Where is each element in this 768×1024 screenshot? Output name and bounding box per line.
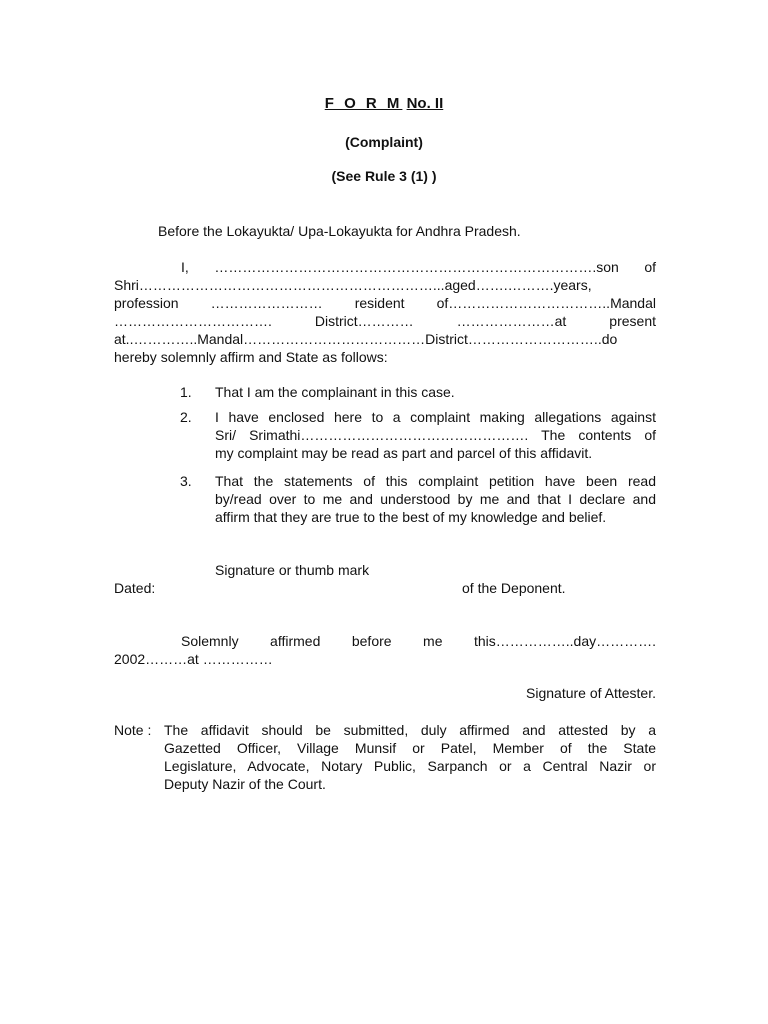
- attester-signature: Signature of Attester.: [526, 685, 656, 701]
- form-word: F O R M: [324, 95, 403, 112]
- note-line: Legislature, Advocate, Notary Public, Sarpanch or a Central Nazir or: [164, 758, 656, 774]
- point-line: by/read over to me and understood by me and that I declare and: [215, 491, 656, 507]
- point-number: 3.: [180, 473, 192, 489]
- form-number: No. II: [406, 95, 444, 112]
- point-line: my complaint may be read as part and parcel of this affidavit.: [215, 445, 593, 461]
- point-line: I have enclosed here to a complaint making allegations against: [215, 409, 656, 425]
- note-line: Gazetted Officer, Village Munsif or Patel, Member of the State: [164, 740, 656, 756]
- point-line: That the statements of this complaint petition have been read: [215, 473, 656, 489]
- affidavit-line: at..…………..Mandal…………………………………District………………………..do: [114, 331, 618, 347]
- note-line: The affidavit should be submitted, duly affirmed and attested by a: [164, 722, 656, 738]
- point-line: Sri/ Srimathi…………………………………………. The contents of: [215, 427, 656, 443]
- form-title: [0, 95, 768, 113]
- affidavit-line: profession …………………… resident of……………………………..Mandal: [114, 295, 656, 311]
- point-line: That I am the complainant in this case.: [215, 384, 455, 400]
- solemn-line: Solemnly affirmed before me this……………..day………….: [181, 633, 656, 649]
- point-number: 2.: [180, 409, 192, 425]
- signature-label: Signature or thumb mark: [215, 562, 370, 578]
- form-rule: (See Rule 3 (1) ): [331, 168, 437, 184]
- deponent-label: of the Deponent.: [462, 580, 566, 596]
- dated-label: Dated:: [114, 580, 156, 596]
- solemn-line: 2002………at ……………: [114, 651, 273, 667]
- affidavit-line: ……………………………. District………… …………………at present: [114, 313, 656, 329]
- before-line: Before the Lokayukta/ Upa-Lokayukta for Andhra Pradesh.: [158, 223, 521, 239]
- affidavit-line: hereby solemnly affirm and State as follows:: [114, 349, 388, 365]
- note-label: Note :: [114, 722, 152, 738]
- point-line: affirm that they are true to the best of my knowledge and belief.: [215, 509, 607, 525]
- point-number: 1.: [180, 384, 192, 400]
- affidavit-line: Shri………………………………………………………...aged…….……….years,: [114, 277, 592, 293]
- affidavit-line: I, ……………………………………………………………………….son of: [181, 259, 656, 275]
- note-line: Deputy Nazir of the Court.: [164, 776, 326, 792]
- form-subtitle: (Complaint): [345, 134, 423, 150]
